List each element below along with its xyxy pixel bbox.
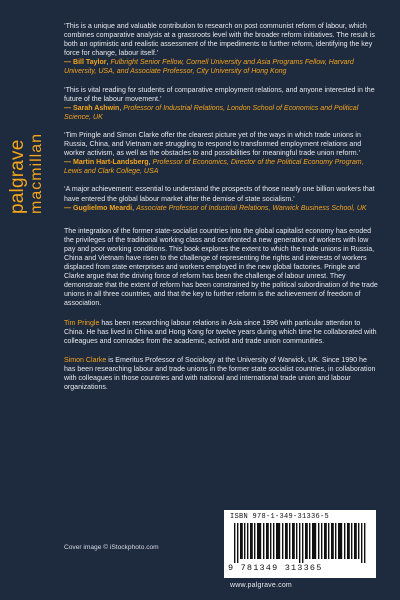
quote-author-title: Associate Professor of Industrial Relations, Warwick Business School, UK xyxy=(136,204,367,212)
logo-line-palgrave: palgrave xyxy=(7,139,28,214)
quote-author: — Martin Hart-Landsberg xyxy=(64,159,149,167)
quote-text: ‘Tim Pringle and Simon Clarke offer the clearest picture yet of the ways in which trade unions in Russia, China, and Vietnam are struggling to respond to transformed employment relations and worker activism, as well as the obstacles to and possibilities for meaningful trade union reform.’ xyxy=(64,131,362,158)
author-name: Simon Clarke xyxy=(64,356,107,364)
endorsement-quote: ‘A major achievement: essential to understand the prospects of those nearly one billion workers that have entered the global labour market after the demise of state socialism.’ — Guglielmo Meardi, Associate Professor of Industrial Relations, Warwick Business School, UK xyxy=(64,186,375,212)
author-bio-text: has been researching labour relations in Asia since 1996 with particular attention to China. He has lived in China and Hong Kong for twelve years during which time he collaborated with colleagues and comrades from the academic, activist and trade union communities. xyxy=(64,319,377,345)
quote-author-title: Fulbright Senior Fellow, Cornell University and Asia Programs Fellow, Harvard University, USA, and Associate Professor, City University of Hong Kong xyxy=(64,59,354,76)
book-description: The integration of the former state-socialist countries into the global capitalist economy has eroded the privileges of the traditional working class and confronted a new generation of workers with low pay and poor working conditions. This book explores the extent to which the trade unions in Russia, China and Vietnam have risen to the challenge of representing the rights and interests of workers displaced from state enterprises and workers employed in the new global factories. Pringle and Clarke argue that the driving force of reform has been the challenge of labour unrest. They demonstrate that the extent of reform has been constrained by the political subordination of the trade unions in all three countries, and that the key to further reform is the achievement of freedom of association. xyxy=(64,227,378,308)
ean-digits: 9 781349 313365 xyxy=(228,563,323,573)
quote-text: ‘A major achievement: essential to understand the prospects of those nearly one billion workers that have entered the global labour market after the demise of state socialism.’ xyxy=(64,186,375,203)
quote-text: ‘This is vital reading for students of comparative employment relations, and anyone interested in the future of the labour movement.’ xyxy=(64,86,375,103)
author-bio-text: is Emeritus Professor of Sociology at the University of Warwick, UK. Since 1990 he has been researching labour and trade unions in the former state socialist countries, in collaboration with colleagues in those countries and with national and international trade union and labour organizations. xyxy=(64,356,376,392)
author-bio xyxy=(64,356,379,392)
endorsement-quote: ‘Tim Pringle and Simon Clarke offer the clearest picture yet of the ways in which trade unions in Russia, China, and Vietnam are struggling to respond to transformed employment relations and worker activism, as well as the obstacles to and possibilities for meaningful trade union reform.’ — Martin Hart-Landsberg, Professor of Economics, Director of the Political Economy Program, Lewis and Clark College, USA xyxy=(64,131,364,176)
quote-author-title: Professor of Economics, Director of the Political Economy Program, Lewis and Clark College, USA xyxy=(64,159,364,176)
endorsement-quote: ‘This is a unique and valuable contribution to research on post communist reform of labour, which combines comparative analysis at a grassroots level with the broader reform initiatives. The result is both an optimistic and realistic assessment of the impediments to further reform, identifying the key force for change, labour itself.’ — Bill Taylor, Fulbright Senior Fellow, Cornell University and Asia Programs Fellow, Harvard University, USA, and Associate Professor, City University of Hong Kong xyxy=(64,23,375,76)
barcode-bars xyxy=(234,523,368,563)
publisher-website[interactable]: www.palgrave.com xyxy=(230,582,292,589)
isbn-label: ISBN 978-1-349-31336-5 xyxy=(230,513,330,521)
endorsement-quote: ‘This is vital reading for students of comparative employment relations, and anyone interested in the future of the labour movement.’ — Sarah Ashwin, Professor of Industrial Relations, London School of Economics and Political Science, UK xyxy=(64,86,375,121)
cover-image-credit: Cover image © iStockphoto.com xyxy=(64,544,159,551)
logo-line-macmillan: macmillan xyxy=(28,132,45,214)
quote-text: ‘This is a unique and valuable contribution to research on post communist reform of labour, which combines comparative analysis at a grassroots level with the broader reform initiatives. The result is both an optimistic and realistic assessment of the impediments to further reform, identifying the key force for change, labour itself.’ xyxy=(64,23,375,58)
logo-wordmark xyxy=(8,24,45,214)
quote-author-title: Professor of Industrial Relations, London School of Economics and Political Science, UK xyxy=(64,104,359,121)
quote-author: — Sarah Ashwin xyxy=(64,104,120,112)
isbn-barcode xyxy=(224,510,376,578)
quote-author: — Guglielmo Meardi xyxy=(64,204,133,212)
author-bio xyxy=(64,319,379,346)
publisher-logo xyxy=(0,0,54,600)
back-cover-text xyxy=(64,22,379,402)
quote-author: — Bill Taylor xyxy=(64,59,107,67)
author-name: Tim Pringle xyxy=(64,319,100,327)
